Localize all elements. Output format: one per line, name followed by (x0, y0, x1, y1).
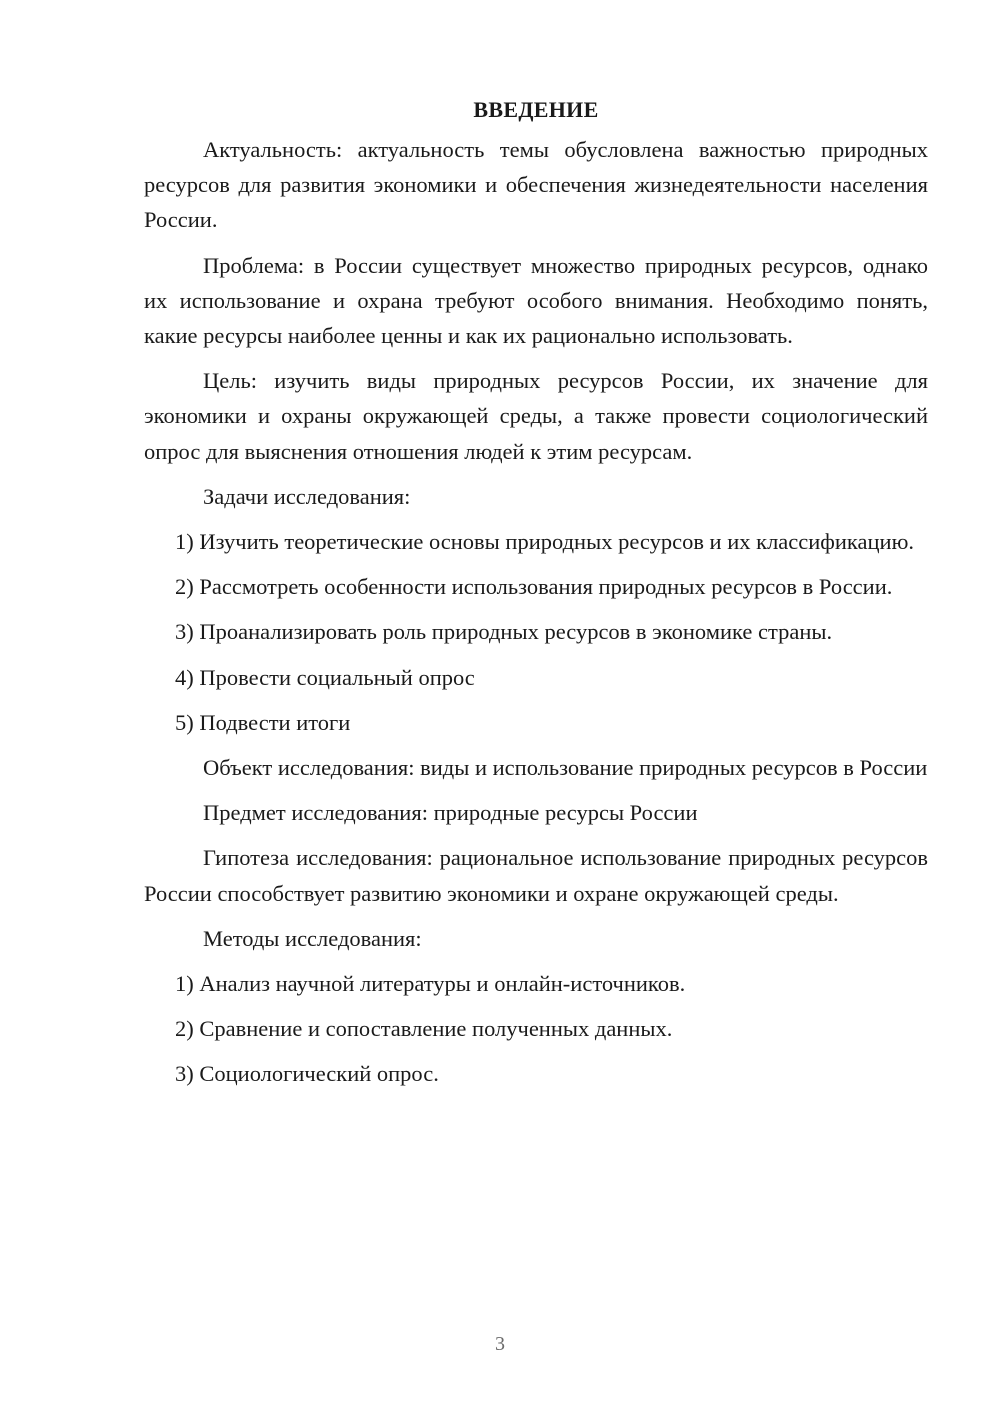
method-item: 2) Сравнение и сопоставление полученных данных. (175, 1016, 673, 1042)
task-item: 3) Проанализировать роль природных ресурсов в экономике страны. (175, 619, 833, 645)
document-page (144, 92, 928, 1102)
object-paragraph: Объект исследования: виды и использование природных ресурсов в России (203, 755, 928, 781)
task-item: 5) Подвести итоги (175, 709, 351, 735)
methods-heading: Методы исследования: (203, 925, 422, 951)
method-item: 3) Социологический опрос. (175, 1061, 439, 1087)
method-item: 1) Анализ научной литературы и онлайн-источников. (175, 971, 686, 997)
hypothesis-paragraph: Гипотеза исследования: рациональное использование природных ресурсов России способствует развитию экономики и охране окружающей среды. (144, 845, 928, 906)
page-number: 3 (495, 1333, 505, 1355)
task-item: 1) Изучить теоретические основы природных ресурсов и их классификацию. (175, 529, 915, 555)
subject-paragraph: Предмет исследования: природные ресурсы России (203, 800, 698, 826)
task-item: 4) Провести социальный опрос (175, 664, 475, 690)
problem-paragraph: Проблема: в России существует множество природных ресурсов, однако их использование и охрана требуют особого внимания. Необходимо понять, какие ресурсы наиболее ценны и как их рационально использовать. (144, 252, 928, 349)
tasks-heading: Задачи исследования: (203, 483, 411, 509)
task-item: 2) Рассмотреть особенности использования природных ресурсов в России. (175, 574, 893, 600)
relevance-paragraph: Актуальность: актуальность темы обусловлена важностью природных ресурсов для развития экономики и обеспечения жизнедеятельности населения России. (144, 137, 928, 233)
goal-paragraph: Цель: изучить виды природных ресурсов России, их значение для экономики и охраны окружающей среды, а также провести социологический опрос для выяснения отношения людей к этим ресурсам. (144, 368, 928, 464)
page-title: ВВЕДЕНИЕ (473, 97, 599, 122)
